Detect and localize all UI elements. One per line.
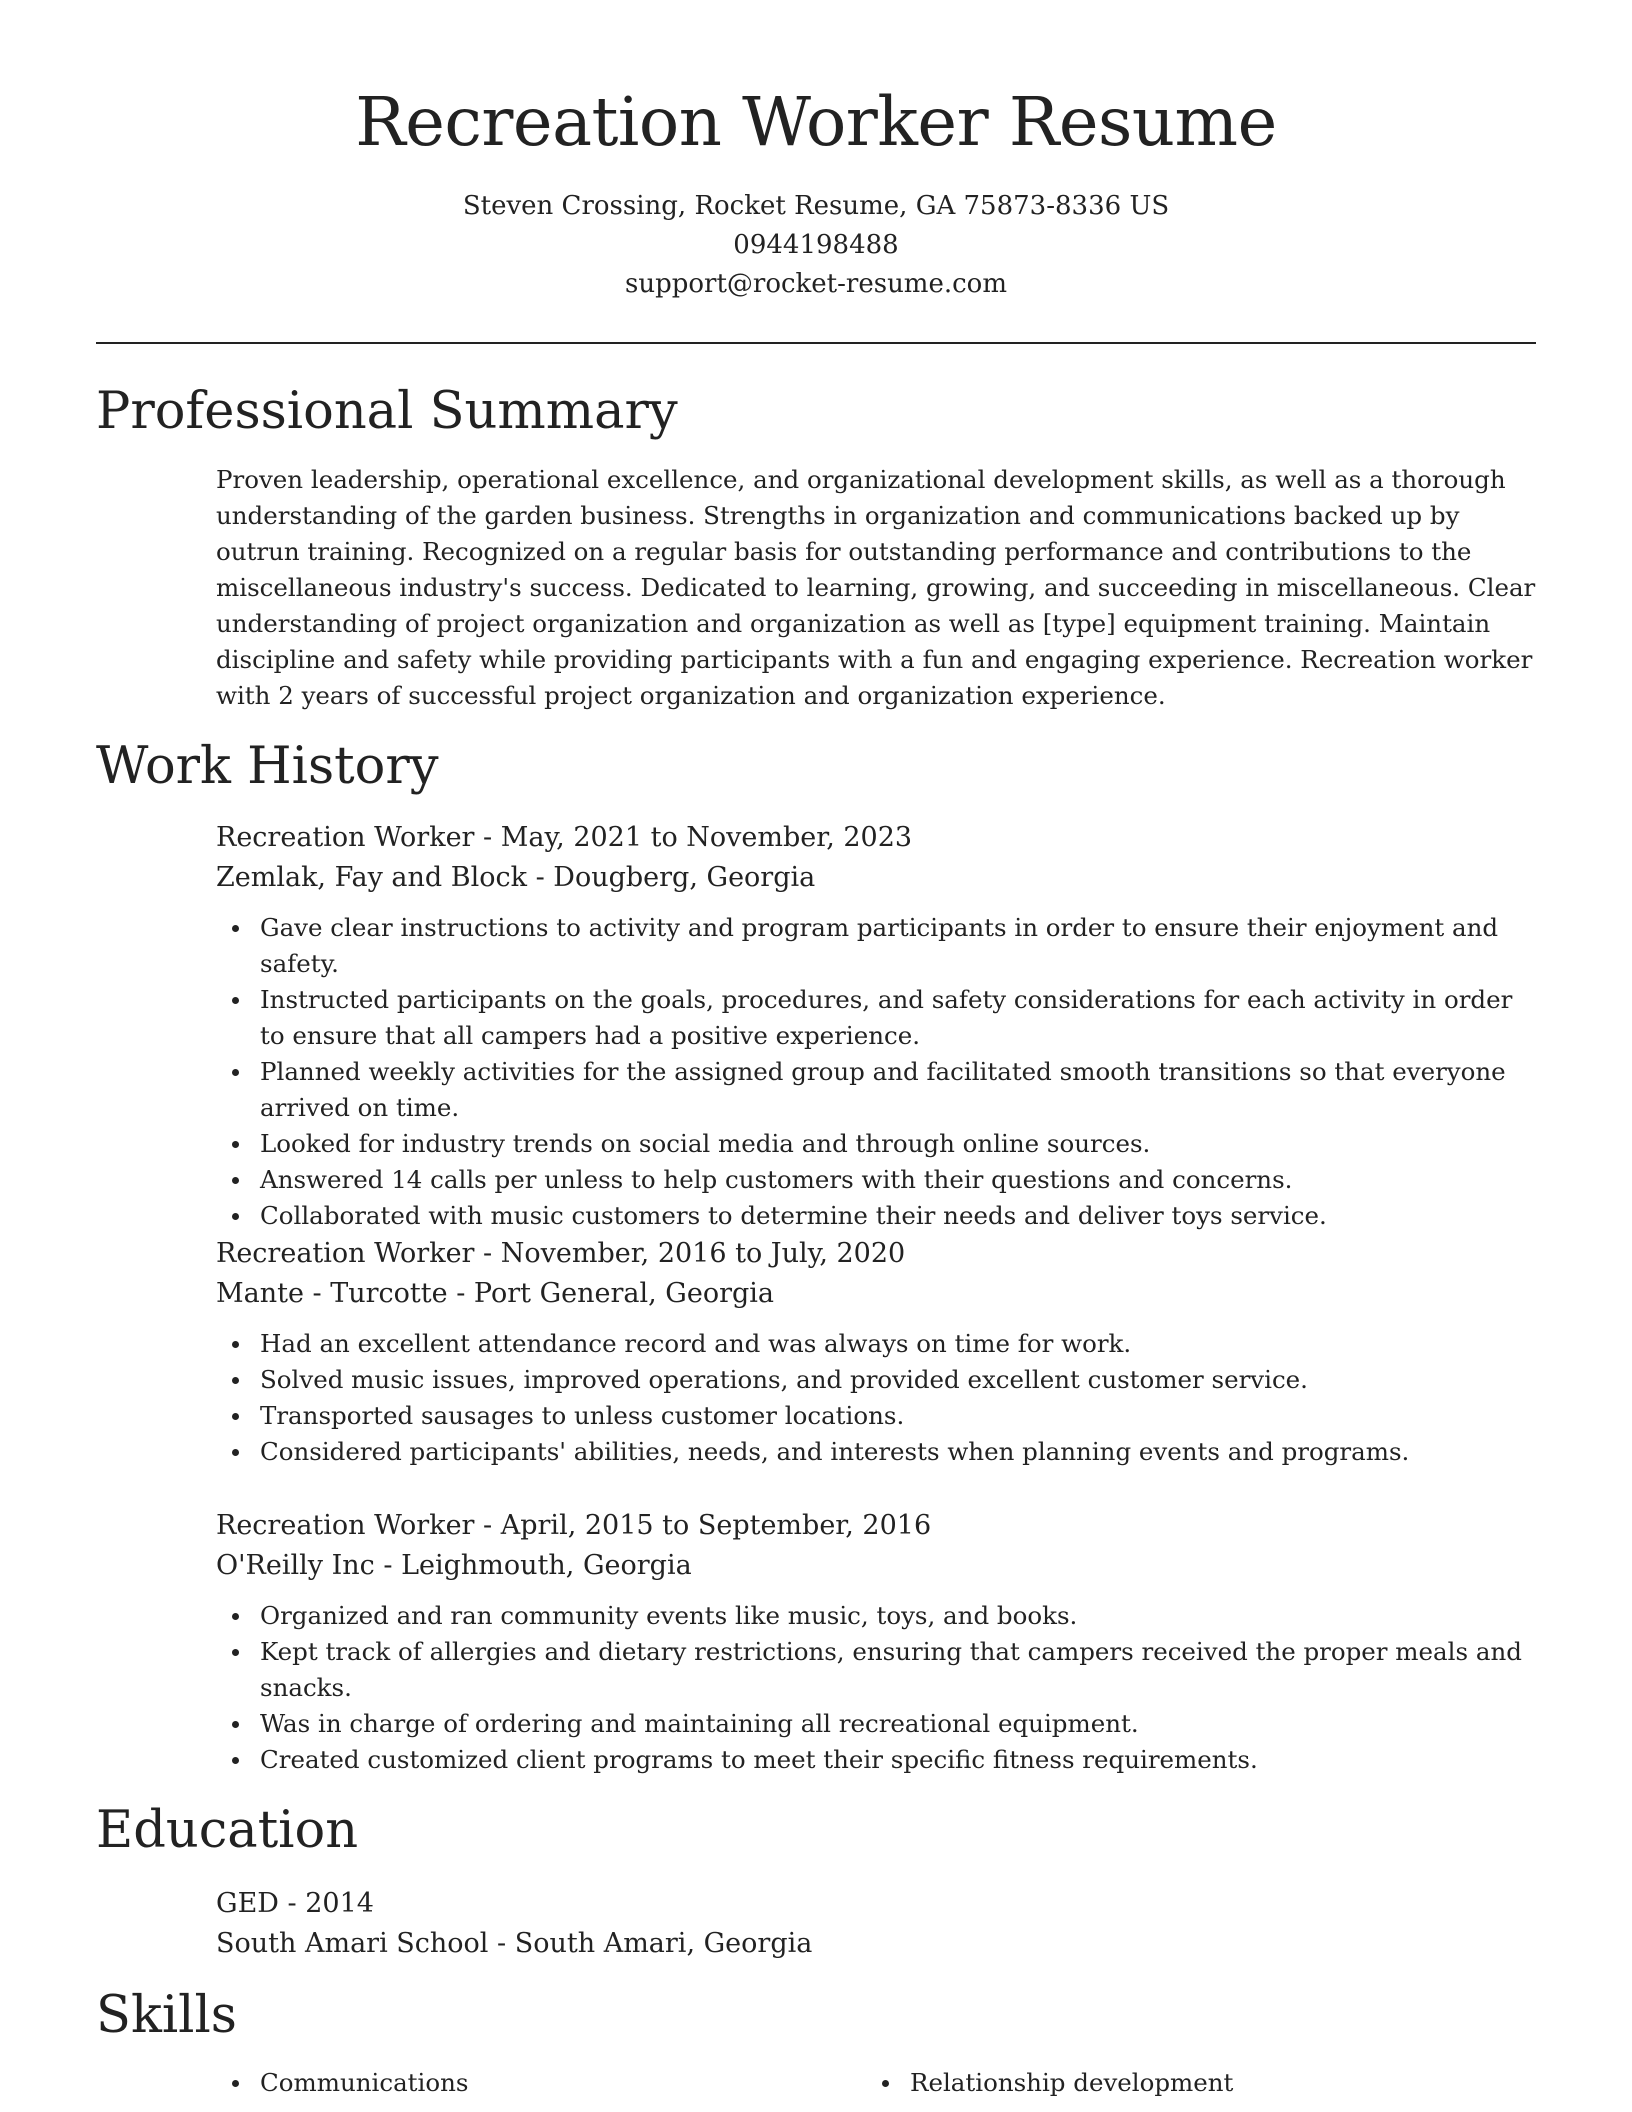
- job-bullet: Gave clear instructions to activity and program participants in order to ensure their enjoyment and safety.: [216, 910, 1536, 982]
- job-title: Recreation Worker: [216, 822, 475, 853]
- job-entry: [216, 1234, 1536, 1470]
- job-bullet: Considered participants' abilities, needs, and interests when planning events and programs.: [216, 1434, 1536, 1470]
- education-location: - South Amari, Georgia: [488, 1928, 813, 1959]
- job-bullet: Was in charge of ordering and maintaining all recreational equipment.: [216, 1706, 1536, 1742]
- job-company-line: [216, 1274, 1536, 1314]
- header-divider: [96, 342, 1536, 344]
- job-bullet: Planned weekly activities for the assigned group and facilitated smooth transitions so that everyone arrived on time.: [216, 1054, 1536, 1126]
- skills-column-left: [216, 2065, 866, 2101]
- job-bullet: Answered 14 calls per unless to help customers with their questions and concerns.: [216, 1162, 1536, 1198]
- education-year: - 2014: [278, 1888, 374, 1919]
- skill-item: Relationship development: [866, 2065, 1516, 2101]
- skill-item: Communications: [216, 2065, 866, 2101]
- job-bullet: Looked for industry trends on social media and through online sources.: [216, 1126, 1536, 1162]
- job-location: - Port General, Georgia: [447, 1278, 775, 1309]
- job-dates: - April, 2015 to September, 2016: [474, 1510, 932, 1541]
- job-title-line: [216, 1506, 1536, 1546]
- job-bullets: [216, 1326, 1536, 1470]
- job-bullet: Created customized client programs to meet their specific fitness requirements.: [216, 1742, 1536, 1778]
- job-bullet: Had an excellent attendance record and was always on time for work.: [216, 1326, 1536, 1362]
- section-heading-education: Education: [96, 1801, 359, 1860]
- section-heading-summary: Professional Summary: [96, 382, 678, 441]
- job-location: - Dougberg, Georgia: [527, 862, 816, 893]
- education-degree-line: [216, 1884, 1536, 1924]
- education-school: South Amari School: [216, 1928, 489, 1959]
- job-bullet: Organized and ran community events like music, toys, and books.: [216, 1598, 1536, 1634]
- skills-list: [216, 2065, 1536, 2101]
- job-dates: - May, 2021 to November, 2023: [474, 822, 913, 853]
- section-heading-work: Work History: [96, 737, 439, 796]
- skills-column-right: [866, 2065, 1516, 2101]
- job-company: O'Reilly Inc: [216, 1550, 375, 1581]
- section-heading-skills: Skills: [96, 1986, 237, 2045]
- education-school-line: [216, 1924, 1536, 1964]
- job-company-line: [216, 858, 1536, 898]
- resume-title: Recreation Worker Resume: [355, 83, 1277, 161]
- job-bullet: Kept track of allergies and dietary restrictions, ensuring that campers received the proper meals and snacks.: [216, 1634, 1536, 1706]
- job-title: Recreation Worker: [216, 1238, 475, 1269]
- job-bullets: [216, 910, 1536, 1234]
- education-degree: GED: [216, 1888, 279, 1919]
- job-location: - Leighmouth, Georgia: [374, 1550, 692, 1581]
- job-bullet: Transported sausages to unless customer locations.: [216, 1398, 1536, 1434]
- job-dates: - November, 2016 to July, 2020: [474, 1238, 906, 1269]
- job-company-line: [216, 1546, 1536, 1586]
- job-title-line: [216, 818, 1536, 858]
- resume-header: [0, 82, 1632, 304]
- job-entry: [216, 818, 1536, 1234]
- job-title-line: [216, 1234, 1536, 1274]
- contact-address: Steven Crossing, Rocket Resume, GA 75873-8336 US: [462, 191, 1170, 222]
- education-entry: [216, 1884, 1536, 1964]
- contact-info: [0, 187, 1632, 304]
- job-bullets: [216, 1598, 1536, 1778]
- job-entry: [216, 1506, 1536, 1778]
- job-bullet: Instructed participants on the goals, procedures, and safety considerations for each activity in order to ensure that all campers had a positive experience.: [216, 982, 1536, 1054]
- contact-phone: 0944198488: [733, 230, 899, 261]
- summary-text: Proven leadership, operational excellence, and organizational development skills, as well as a thorough understanding of the garden business. Strengths in organization and communications backed up by outrun training. Recognized on a regular basis for outstanding performance and contributions to the miscellaneous industry's success. Dedicated to learning, growing, and succeeding in miscellaneous. Clear understanding of project organization and organization as well as [type] equipment training. Maintain discipline and safety while providing participants with a fun and engaging experience. Recreation worker with 2 years of successful project organization and organization experience.: [216, 465, 1536, 710]
- job-bullet: Solved music issues, improved operations, and provided excellent customer service.: [216, 1362, 1536, 1398]
- job-bullet: Collaborated with music customers to determine their needs and deliver toys service.: [216, 1198, 1536, 1234]
- job-title: Recreation Worker: [216, 1510, 475, 1541]
- job-company: Zemlak, Fay and Block: [216, 862, 528, 893]
- job-company: Mante - Turcotte: [216, 1278, 448, 1309]
- contact-email[interactable]: support@rocket-resume.com: [624, 269, 1007, 300]
